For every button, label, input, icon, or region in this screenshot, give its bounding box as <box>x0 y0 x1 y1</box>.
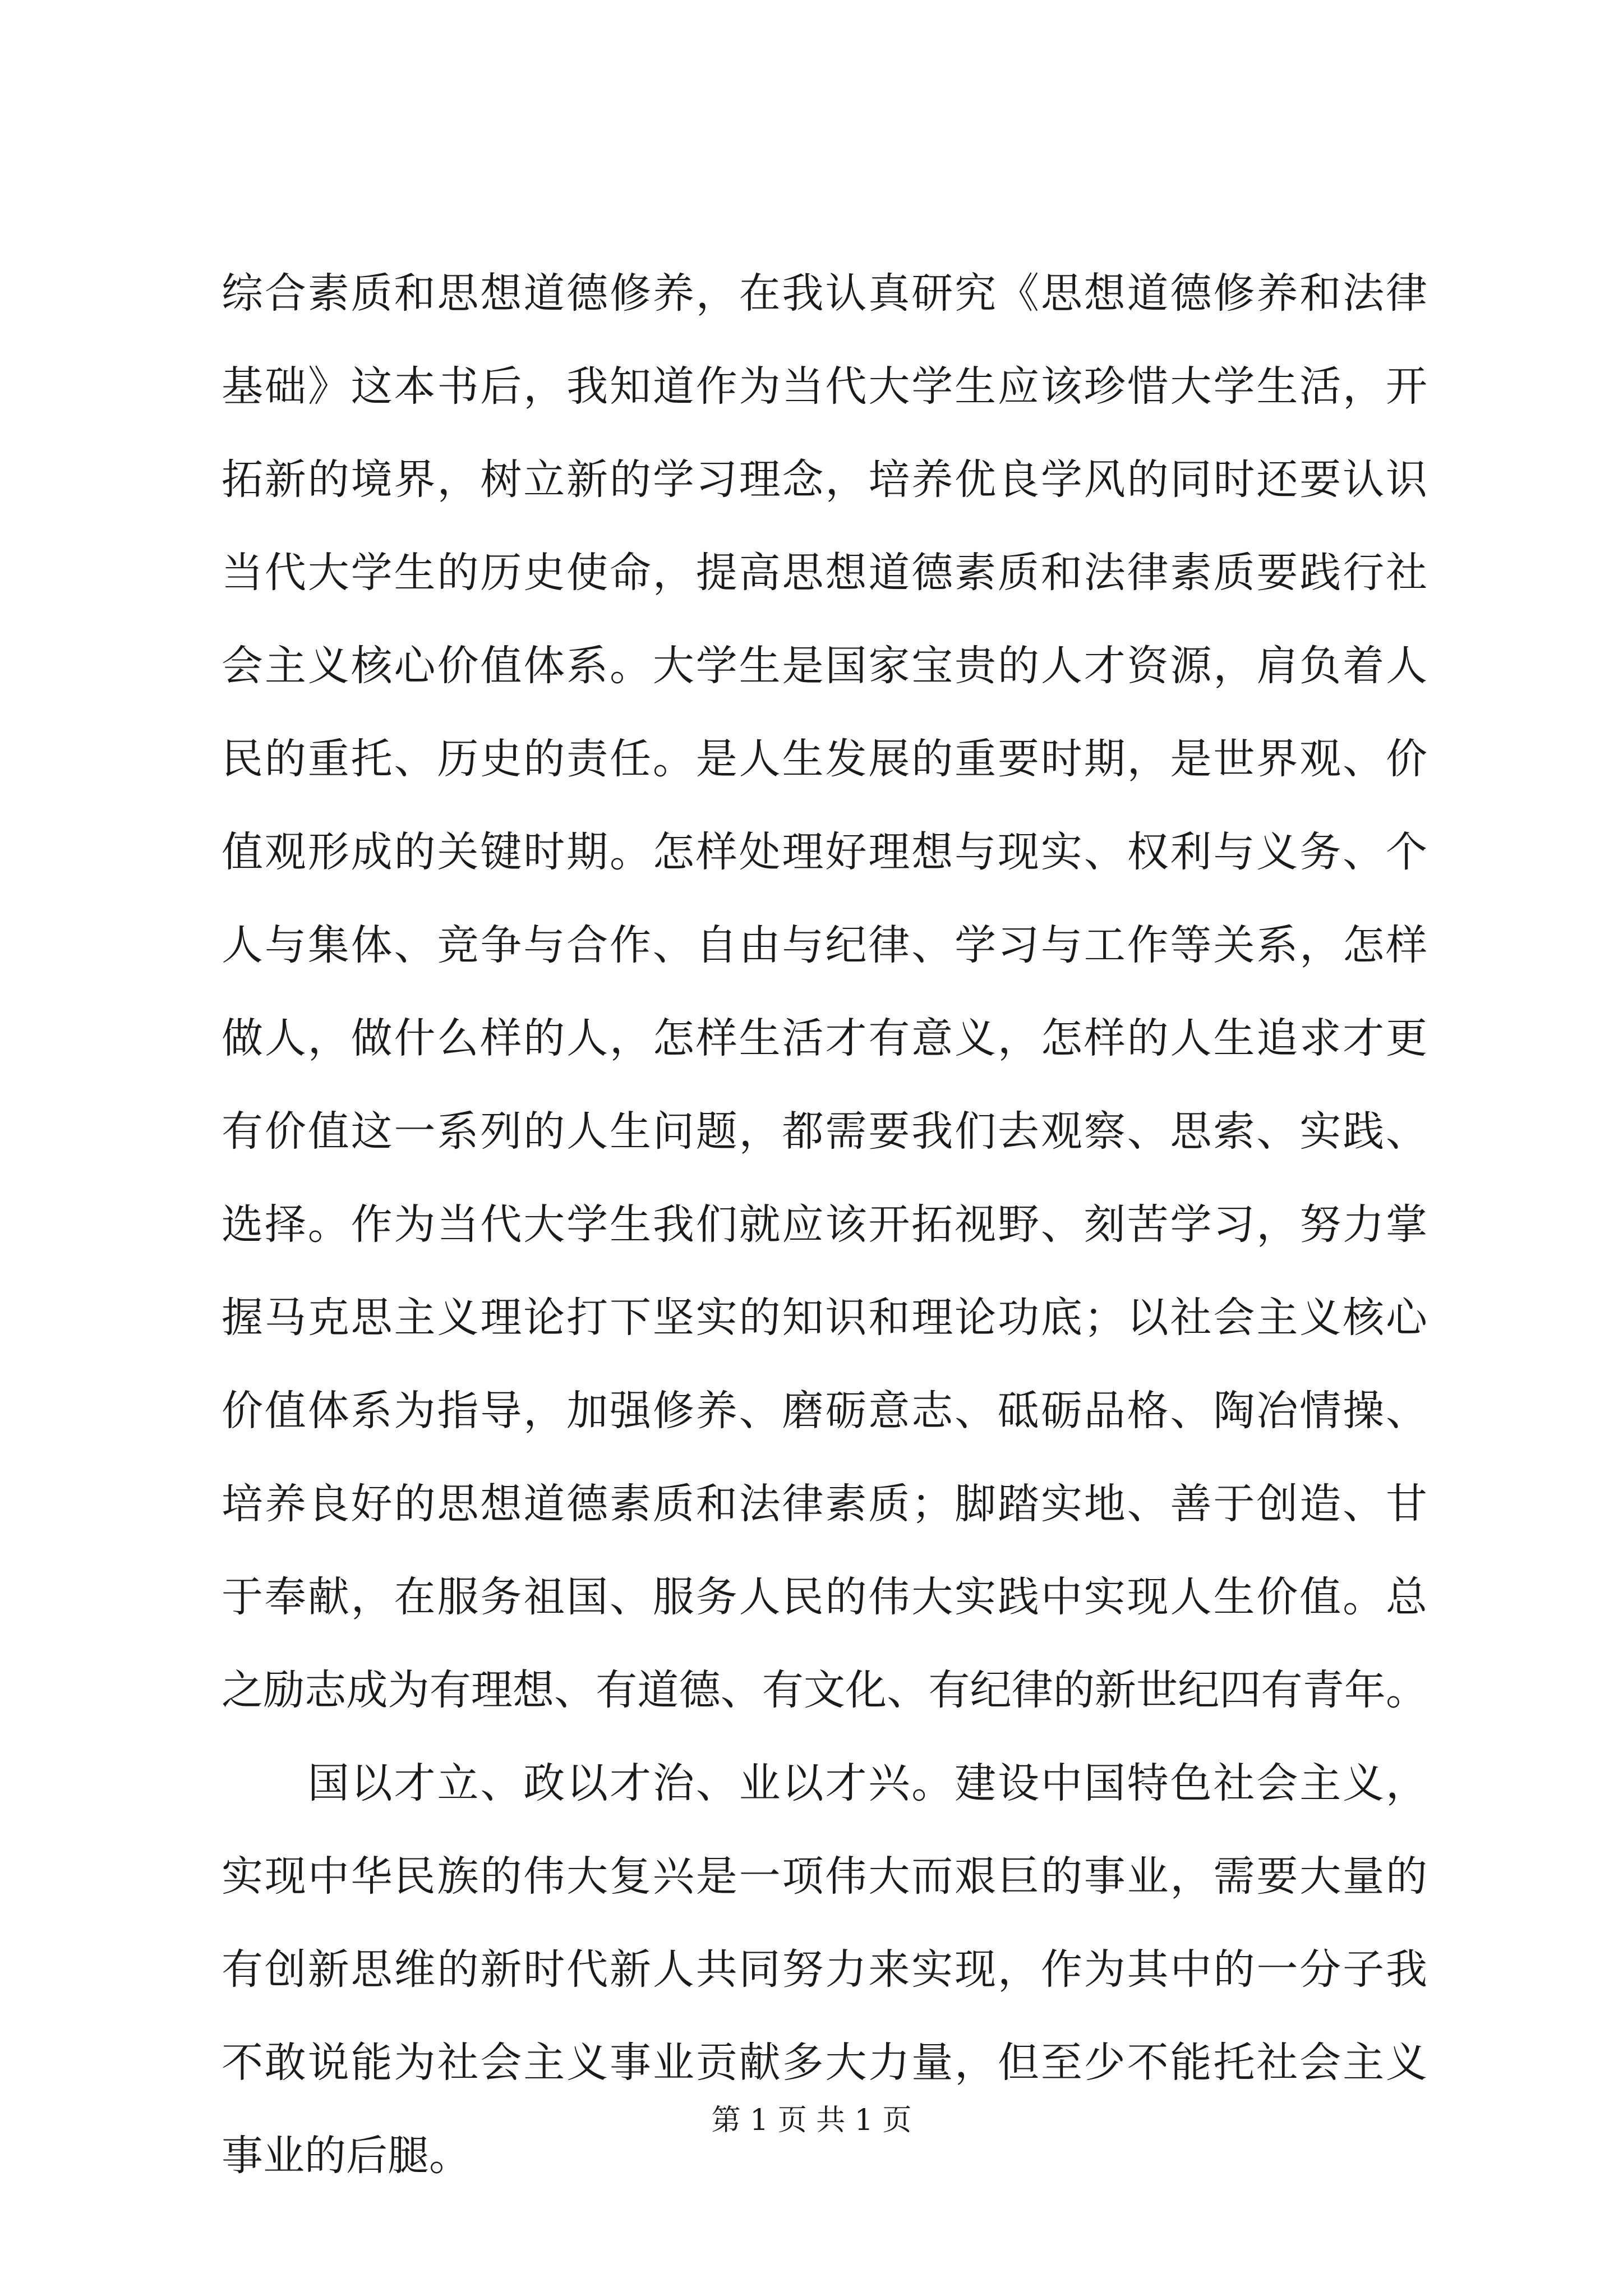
text-line: 之励志成为有理想、有道德、有文化、有纪律的新世纪四有青年。 <box>222 1666 1427 1714</box>
text-line: 实现中华民族的伟大复兴是一项伟大而艰巨的事业，需要大量的 <box>222 1852 1427 1901</box>
text-line: 价值体系为指导，加强修养、磨砺意志、砥砺品格、陶冶情操、 <box>222 1387 1427 1435</box>
text-line: 基础》这本书后，我知道作为当代大学生应该珍惜大学生活，开 <box>222 362 1427 411</box>
text-line: 不敢说能为社会主义事业贡献多大力量，但至少不能托社会主义 <box>222 2039 1427 2087</box>
body-text <box>222 247 1427 2202</box>
text-line: 民的重托、历史的责任。是人生发展的重要时期，是世界观、价 <box>222 735 1427 783</box>
text-line: 选择。作为当代大学生我们就应该开拓视野、刻苦学习，努力掌 <box>222 1200 1427 1249</box>
text-line: 培养良好的思想道德素质和法律素质；脚踏实地、善于创造、甘 <box>222 1480 1427 1528</box>
text-line: 拓新的境界，树立新的学习理念，培养优良学风的同时还要认识 <box>222 455 1427 504</box>
text-line: 当代大学生的历史使命，提高思想道德素质和法律素质要践行社 <box>222 549 1427 597</box>
text-line: 做人，做什么样的人，怎样生活才有意义，怎样的人生追求才更 <box>222 1014 1427 1062</box>
text-line: 有价值这一系列的人生问题，都需要我们去观察、思索、实践、 <box>222 1107 1427 1156</box>
text-line: 国以才立、政以才治、业以才兴。建设中国特色社会主义， <box>222 1759 1427 1807</box>
text-line: 值观形成的关键时期。怎样处理好理想与现实、权利与义务、个 <box>222 828 1427 876</box>
text-line: 会主义核心价值体系。大学生是国家宝贵的人才资源，肩负着人 <box>222 642 1427 690</box>
text-line: 有创新思维的新时代新人共同努力来实现，作为其中的一分子我 <box>222 1945 1427 1994</box>
text-line: 于奉献，在服务祖国、服务人民的伟大实践中实现人生价值。总 <box>222 1573 1427 1621</box>
text-line: 人与集体、竞争与合作、自由与纪律、学习与工作等关系，怎样 <box>222 921 1427 969</box>
text-line: 握马克思主义理论打下坚实的知识和理论功底；以社会主义核心 <box>222 1294 1427 1342</box>
text-line: 综合素质和思想道德修养，在我认真研究《思想道德修养和法律 <box>222 269 1427 318</box>
page-footer: 第 1 页 共 1 页 <box>711 2104 912 2137</box>
text-line: 事业的后腿。 <box>222 2132 471 2180</box>
